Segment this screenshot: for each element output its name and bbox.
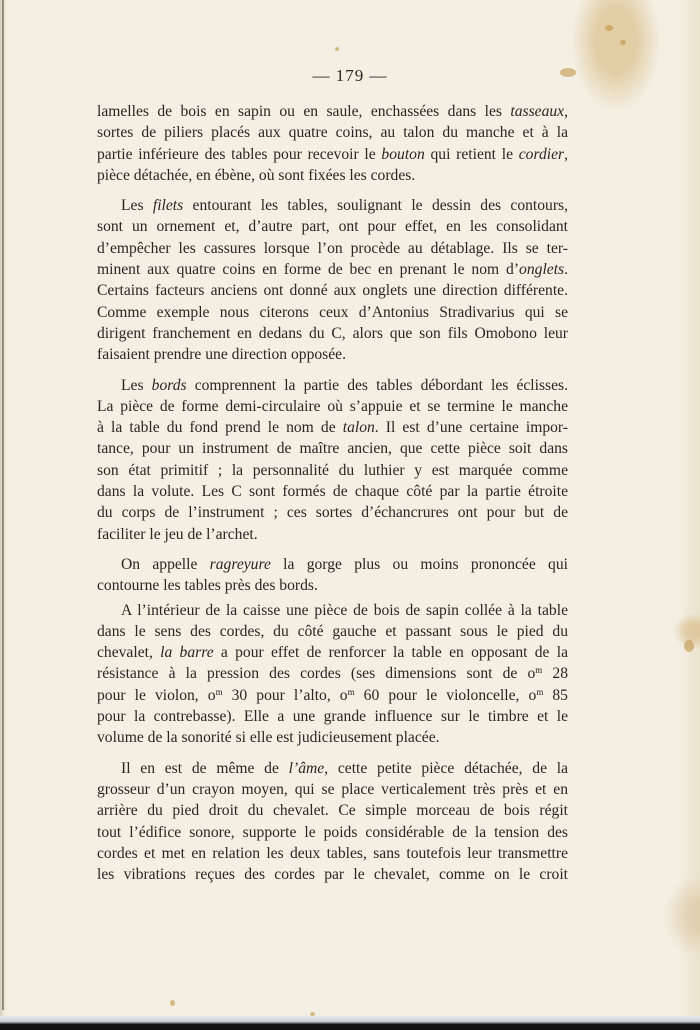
- italic-term: bouton: [381, 145, 425, 163]
- paragraph: [97, 195, 568, 365]
- text-line: du corps de l’instrument ; ces sortes d’échancrures ont pour but de: [97, 504, 568, 522]
- unit-superscript: m: [536, 686, 544, 697]
- italic-term: bords: [151, 376, 187, 394]
- italic-term: cordier: [518, 145, 565, 163]
- paragraph-gap: [97, 545, 568, 554]
- text-line: pour le violon, $o^m$ 30 pour l’alto, $o^m$ 60 pour le violoncelle, $o^m$ 85: [97, 686, 568, 704]
- text-line: faciliter le jeu de l’archet.: [97, 525, 258, 543]
- italic-term: onglets: [519, 261, 565, 279]
- body-text: [97, 101, 568, 885]
- italic-term: talon: [342, 419, 375, 437]
- italic-term: tasseaux: [510, 103, 565, 120]
- text-line: résistance à la pression des cordes (ses dimensions sont de $o^m$ 28: [97, 665, 568, 683]
- text-line: Les bords comprennent la partie des tables débordant les éclisses.: [121, 376, 568, 394]
- text-line: faisaient prendre une direction opposée.: [97, 346, 346, 364]
- text-line: tance, pour un instrument de maître ancien, que cette pièce soit dans: [97, 440, 568, 458]
- text-line: son état primitif ; la personnalité du luthier y est marquée comme: [97, 461, 568, 479]
- text-line: pièce détachée, en ébène, où sont fixées les cordes.: [97, 166, 416, 184]
- stain: [170, 1000, 175, 1006]
- text-line: Certains facteurs anciens ont donné aux onglets une direction différente.: [97, 282, 568, 300]
- page-binding-edge: [2, 0, 4, 1010]
- text-line: minent aux quatre coins en forme de bec en prenant le nom d’onglets.: [97, 261, 568, 279]
- italic-term: la barre: [160, 644, 214, 662]
- text-line: à la table du fond prend le nom de talon. Il est d’une certaine impor-: [97, 419, 568, 437]
- text-line: Il en est de même de l’âme, cette petite pièce détachée, de la: [121, 759, 569, 777]
- text-line: sortes de piliers placés aux quatre coins, au talon du manche et à la: [97, 124, 568, 142]
- text-line: les vibrations reçues des cordes par le chevalet, comme on le croit: [97, 866, 568, 884]
- text-line: La pièce de forme demi-circulaire où s’appuie et se termine le manche: [97, 397, 568, 415]
- unit-superscript: m: [535, 665, 543, 676]
- page-number: — 179 —: [312, 66, 388, 85]
- italic-term: ragreyure: [209, 555, 271, 573]
- stain: [620, 40, 626, 45]
- text-line: tout l’édifice sonore, supporte le poids considérable de la tension des: [97, 823, 568, 841]
- paragraph-gap: [97, 749, 568, 758]
- unit-superscript: m: [215, 686, 223, 697]
- text-line: arrière du pied droit du chevalet. Ce simple morceau de bois régit: [97, 802, 568, 820]
- text-line: lamelles de bois en sapin ou en saule, enchassées dans les tasseaux,: [97, 103, 568, 120]
- italic-term: l’âme: [288, 759, 325, 777]
- text-line: On appelle ragreyure la gorge plus ou moins prononcée qui: [121, 555, 568, 573]
- text-line: sont un ornement et, d’autre part, ont pour effet, en les consolidant: [97, 218, 568, 236]
- text-line: Comme exemple nous citerons ceux d’Antonius Stradivarius qui se: [97, 303, 568, 321]
- paragraph: [97, 600, 568, 749]
- italic-term: filets: [152, 197, 184, 215]
- text-line: d’empêcher les cassures lorsque l’on procède au détablage. Ils se ter-: [97, 239, 568, 257]
- stain: [335, 47, 339, 51]
- text-line: grosseur d’un crayon moyen, qui se place verticalement très près et en: [97, 780, 568, 798]
- unit-superscript: m: [347, 686, 355, 697]
- paragraph: [97, 758, 568, 886]
- text-line: dans la volute. Les C sont formés de chaque côté par la partie étroite: [97, 483, 568, 501]
- paragraph-gap: [97, 366, 568, 375]
- paragraph: [97, 554, 568, 597]
- text-line: volume de la sonorité si elle est judicieusement placée.: [97, 729, 440, 747]
- text-line: A l’intérieur de la caisse une pièce de bois de sapin collée à la table: [121, 601, 568, 619]
- paragraph: [97, 375, 568, 545]
- text-line: partie inférieure des tables pour recevoir le bouton qui retient le cordier,: [97, 145, 568, 163]
- stain: [605, 25, 613, 31]
- text-line: contourne les tables près des bords.: [97, 577, 318, 595]
- text-line: dirigent franchement en dedans du C, alors que son fils Omobono leur: [97, 324, 568, 342]
- text-line: cordes et met en relation les deux tables, sans toutefois leur transmettre: [97, 844, 568, 862]
- paragraph-gap: [97, 186, 568, 195]
- text-line: Les filets entourant les tables, soulignant le dessin des contours,: [121, 197, 568, 215]
- text-line: dans le sens des cordes, du côté gauche et passant sous le pied du: [97, 622, 568, 640]
- text-line: chevalet, la barre a pour effet de renforcer la table en opposant de la: [97, 644, 568, 662]
- stain: [684, 640, 694, 652]
- paragraph: [97, 101, 568, 186]
- text-line: pour la contrebasse). Elle a une grande influence sur le timbre et le: [97, 708, 568, 726]
- scan-bottom-edge: [0, 1016, 700, 1030]
